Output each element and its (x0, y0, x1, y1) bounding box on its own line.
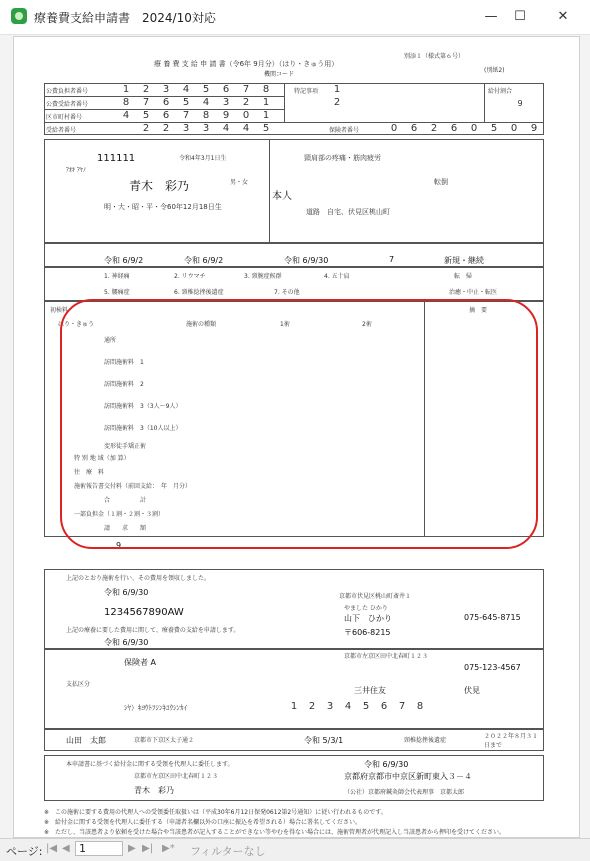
dairi-term: ２０２２年８月３１日まで (484, 733, 539, 749)
cert-date: 令和 6/9/30 (104, 588, 149, 597)
kohi2-digit: 1 (262, 97, 270, 108)
tokki-label: 特記事項 (294, 88, 319, 95)
bank-name: 三井住友 (354, 686, 386, 695)
proc-row: 一部負担金（１割・２割・３割） (74, 511, 165, 518)
account-digit: 5 (362, 701, 370, 712)
kohi2-digit: 3 (222, 97, 230, 108)
reg-number: 1234567890AW (104, 607, 184, 618)
document-viewer[interactable] (13, 36, 580, 838)
shubetsu-label: 施術の種類 (186, 321, 217, 328)
prev-page-icon[interactable]: ◀ (62, 843, 70, 854)
kohi2-digit: 5 (182, 97, 190, 108)
dairi-address: 京都市下京区太子通２ (134, 737, 195, 744)
period-to: 令和 6/9/30 (284, 256, 329, 265)
jukyusha-digit: 2 (162, 123, 170, 134)
hokensha-digit: 5 (490, 123, 498, 134)
kohi2-digit: 7 (142, 97, 150, 108)
hokensha-digit: 9 (530, 123, 538, 134)
kohi1-digit: 4 (182, 84, 190, 95)
account-digit: 8 (416, 701, 424, 712)
shichoson-label: 区市町村番号 (46, 114, 83, 121)
apply-text: 上記の療養に要した費用に関して、療養費の支給を申請します。 (66, 627, 240, 634)
insurer-name: 保険者 A (124, 658, 157, 667)
harikyu-label: はり・きゅう (58, 321, 95, 328)
applicant-address: 京都市左京区田中北春町１２３ (344, 653, 429, 660)
kohi2-digit: 4 (202, 97, 210, 108)
account-digit: 3 (326, 701, 334, 712)
proc-row: 訪問施術料 1 (104, 359, 144, 366)
kohi1-digit: 1 (122, 84, 130, 95)
jukyusha-digit: 3 (182, 123, 190, 134)
proc-row: 往 療 料 (74, 469, 105, 476)
kohi2-label: 公費受給者番号 (46, 101, 89, 108)
account-digit: 6 (380, 701, 388, 712)
jukyusha-digit: 3 (202, 123, 210, 134)
cause-value: 頸肩部の疼痛・筋肉疲労 (304, 154, 381, 162)
tokki-digit: 2 (333, 97, 341, 108)
kohi1-digit: 2 (142, 84, 150, 95)
seikyu-kubun: 新規・継続 (444, 256, 484, 265)
app-icon (11, 8, 27, 24)
proc-row: 変形徒手矯正術 (104, 443, 147, 450)
kohi1-digit: 5 (202, 84, 210, 95)
disease-option: 5. 腰痛症 (104, 289, 130, 296)
shichoson-digit: 5 (142, 110, 150, 121)
kohi1-digit: 7 (242, 84, 250, 95)
proc-row: 合 計 (104, 497, 147, 504)
hokensha-digit: 6 (410, 123, 418, 134)
hokensha-digit: 6 (450, 123, 458, 134)
hokensha-digit: 0 (510, 123, 518, 134)
shichoson-digit: 7 (182, 110, 190, 121)
jutsu2-label: 2術 (362, 321, 372, 328)
kohi2-digit: 8 (122, 97, 130, 108)
jukyusha-digit: 2 (142, 123, 150, 134)
account-digit: 4 (344, 701, 352, 712)
days-value: 7 (389, 255, 395, 264)
kohi1-label: 公費負担者番号 (46, 88, 89, 95)
patient-name: 青木 彩乃 (129, 179, 190, 193)
requester-address: 京都市左京区田中北春町１２３ (134, 773, 219, 780)
proc-row: 訪問施術料 2 (104, 381, 144, 388)
minimize-button[interactable]: — (484, 9, 498, 24)
branch-name: 伏見 (464, 686, 480, 695)
consent-date: 令和4年3月1日生 (179, 155, 227, 162)
hokensha-digit: 0 (390, 123, 398, 134)
shichoson-digit: 6 (162, 110, 170, 121)
tenki-options: 治癒・中止・転医 (449, 289, 498, 296)
cert-text: 上記のとおり施術を行い、その費用を領収しました。 (66, 575, 211, 582)
shichoson-digit: 1 (262, 110, 270, 121)
clinic-address: 京都市伏見区桃山町斎井１ (339, 593, 412, 600)
jukyusha-digit: 5 (262, 123, 270, 134)
last-page-icon[interactable]: ▶| (142, 843, 154, 854)
disease-option: 2. リウマチ (174, 273, 206, 280)
hokensha-label: 保険者番号 (329, 127, 360, 134)
first-page-icon[interactable]: |◀ (46, 843, 58, 854)
hokensha-digit: 2 (430, 123, 438, 134)
dairi-name: 山田 太郎 (66, 736, 106, 745)
proc-row: 通所 (104, 337, 117, 344)
delegate-text: 本申請書に基づく給付金に関する受領を代理人に委任します。 (66, 761, 234, 768)
shichoson-digit: 0 (242, 110, 250, 121)
apply-date: 令和 6/9/30 (104, 638, 149, 647)
disease-option: 6. 頸椎捻挫後遺症 (174, 289, 224, 296)
dairi-date: 令和 5/3/1 (304, 736, 344, 745)
note-2: ※ 給付金に関する受領を代理人に委任する（申請者名欄以外の口座に振込を希望される）場合に署名してください。 (44, 819, 362, 826)
shoken-label: 初検料 (50, 307, 69, 314)
requester-name: 青木 彩乃 (134, 786, 174, 795)
proc-row: 訪問施術料 3（10人以上） (104, 425, 182, 432)
jukyusha-digit: 4 (242, 123, 250, 134)
jukyusha-digit: 4 (222, 123, 230, 134)
tokki-digit: 1 (333, 84, 341, 95)
injury-place: 道路 自宅、伏見区桃山町 (306, 208, 390, 216)
tenki-label: 転 帰 (454, 273, 473, 280)
agent-address: 京都府京都市中京区新町東入３－４ (344, 772, 472, 781)
dairi-reason: 頸椎捻挫後遺症 (404, 737, 447, 744)
kohi1-digit: 6 (222, 84, 230, 95)
account-kana: ｼﾔ）ｷﾖｳﾄﾌｼﾝｷﾕｳｼﾝｶｲ (124, 704, 187, 712)
kohi1-digit: 3 (162, 84, 170, 95)
relation-value: 本人 (272, 191, 292, 202)
page-label: ページ: (6, 845, 43, 858)
page-number-input[interactable]: 1 (75, 841, 123, 856)
account-digit: 1 (290, 701, 298, 712)
red-highlight-annotation (60, 299, 538, 549)
tekiyo-label: 摘 要 (469, 307, 488, 314)
disease-option: 7. その他 (274, 289, 300, 296)
shinsatsu-date: 令和 6/9/2 (104, 256, 144, 265)
month-value: 9 (116, 541, 122, 550)
shichoson-digit: 8 (202, 110, 210, 121)
kyufu-value: 9 (517, 99, 523, 108)
clinic-name-kana: やました ひかり (344, 605, 388, 612)
applicant-tel: 075-123-4567 (464, 663, 521, 672)
note-1: ※ この施術に要する費用の代理人への受領委任取扱いは（平成30年6月12日保発0612第2号通知）に従い行われるものです。 (44, 809, 387, 816)
betsu-label: 別添１（様式第６号） (404, 53, 465, 60)
filter-status[interactable]: フィルターなし (190, 845, 266, 858)
jukyusha-label: 受給者番号 (46, 127, 77, 134)
status-bar (0, 838, 590, 861)
period-from: 令和 6/9/2 (184, 256, 224, 265)
account-digit: 7 (398, 701, 406, 712)
kohi2-digit: 2 (242, 97, 250, 108)
kyufu-label: 給付割合 (488, 88, 513, 95)
clinic-staff: 山下 ひかり (344, 614, 392, 623)
maximize-button[interactable]: ☐ (514, 9, 526, 24)
betsushi-label: (別紙2) (484, 67, 505, 74)
patient-kana: ｱｵｷ ｱﾔﾉ (66, 167, 86, 174)
kohi2-digit: 6 (162, 97, 170, 108)
shichoson-digit: 4 (122, 110, 130, 121)
proc-row: 訪問施術料 3（3人〜9人） (104, 403, 182, 410)
zip-code: 〒606-8215 (344, 628, 391, 637)
agent-name: （公社）京都府鍼灸師会代表理事 京都太郎 (344, 789, 465, 796)
account-digit: 2 (308, 701, 316, 712)
disease-option: 1. 神経痛 (104, 273, 130, 280)
disease-option: 4. 五十肩 (324, 273, 350, 280)
new-record-icon[interactable]: ▶* (162, 843, 175, 854)
jutsu1-label: 1術 (280, 321, 290, 328)
next-page-icon[interactable]: ▶ (128, 843, 136, 854)
proc-row: 施術報告書交付料（前回支給： 年 月分） (74, 483, 192, 490)
delegate-date: 令和 6/9/30 (364, 760, 409, 769)
shichoson-digit: 9 (222, 110, 230, 121)
title-bar (0, 0, 590, 35)
bank-label: 支払区分 (66, 681, 91, 688)
close-button[interactable]: ✕ (557, 9, 569, 24)
note-3: ※ ただし、当該患者より依頼を受けた場合や当該患者が記入することができない等やむを得ない場合には、施術管理者が代理記入し当該患者から押印を受けてください。 (44, 829, 506, 836)
proc-row: 請 求 額 (104, 525, 147, 532)
patient-sex: 男・女 (230, 179, 249, 186)
injury-type: 転倒 (434, 178, 448, 186)
hokensha-digit: 0 (470, 123, 478, 134)
disease-option: 3. 頸腕症候群 (244, 273, 282, 280)
patient-birth: 明・大・昭・平・令60年12月18日生 (104, 203, 222, 211)
form-title: 療 養 費 支 給 申 請 書（令6年 9月分）（はり・きゅう用） (154, 60, 339, 68)
clinic-tel: 075-645-8715 (464, 613, 521, 622)
window-title: 療養費支給申請書 2024/10対応 (34, 11, 216, 25)
dairi-row (44, 729, 544, 751)
inst-code-label: 機関コード (264, 71, 295, 78)
proc-row: 特 別 地 域（加 算） (74, 455, 130, 462)
patient-number: 111111 (97, 153, 136, 164)
kohi1-digit: 8 (262, 84, 270, 95)
